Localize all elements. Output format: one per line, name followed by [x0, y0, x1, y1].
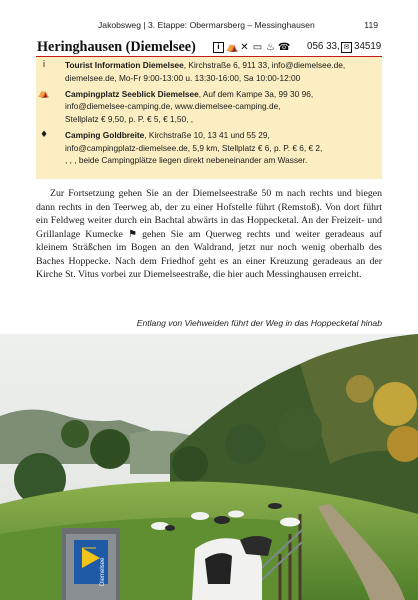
photo-caption: Entlang von Viehweiden führt der Weg in das Hoppecketal hinab [136, 318, 382, 328]
entry-line [65, 88, 382, 101]
entry-line: info@campingplatz-diemelsee.de, 5,9 km, Stellplatz € 6, p. P. € 6, € 2, [65, 142, 323, 153]
entry-line [65, 59, 382, 72]
page-number: 119 [364, 20, 378, 30]
postcode: 34519 [354, 41, 382, 52]
list-item [36, 59, 382, 84]
photo-illustration [0, 334, 418, 600]
info-box [36, 39, 382, 179]
entry-title: Tourist Information Diemelsee [65, 60, 184, 70]
autumn-tree [373, 382, 417, 426]
bakery-icon: ♨ [266, 42, 275, 53]
running-head [36, 20, 382, 34]
entry-line: Stellplatz € 9,50, p. P. € 5, € 1,50, , [65, 113, 194, 124]
landscape-photo [0, 334, 418, 600]
list-item [36, 88, 382, 126]
info-icon: i [213, 42, 224, 53]
bed-icon: ▭ [252, 42, 263, 53]
entry-title: Campingplatz Seeblick Diemelsee [65, 88, 199, 99]
tent-icon: ⛺ [38, 88, 50, 99]
tree [172, 446, 208, 482]
info-box-body [36, 59, 382, 167]
diamond-icon: ♦ [39, 129, 49, 140]
facility-icons [213, 41, 289, 54]
list-item [36, 129, 382, 167]
entry-line: info@diemelsee-camping.de, www.diemelsee-camping.de, [65, 101, 281, 112]
info-box-header [36, 39, 382, 57]
tent-icon: ⛺ [226, 42, 239, 53]
tree [61, 420, 89, 448]
info-icon: i [42, 60, 46, 70]
tree [90, 429, 130, 469]
signpost [62, 528, 120, 600]
tree [225, 424, 265, 464]
entry-text: , Kirchstraße 6, 911 33, info@diemelsee.de, [183, 60, 346, 70]
phone-icon: ☎ [278, 42, 291, 53]
entry-line: , , , beide Campingplätze liegen direkt nebeneinander am Wasser. [65, 155, 308, 166]
route-description: Zur Fortsetzung gehen Sie an der Diemelseestraße 50 m nach rechts und biegen dann rechts in den Teerweg ab, der zu einer Hofstelle führt (Remstoß). Von dort führt ein Feldweg weiter durch ein Bachtal abwärts in das Hoppecketal. An der Freizeit- und Grillanlage Kumecke ⚑ gehen Sie am Querweg rechts und weiter geradeaus auf kleinem Sträßchen im Bogen an den Waldrand, jetzt nur noch wenig oberhalb des Baches Hoppecke. Nach dem Friedhof geht es an einer Kreuzung geradeaus an der Kirche St. Vitus vorbei zur Diemelseestraße, die hier auch Messinghausen erreicht. [36, 188, 382, 280]
area-code: 056 33, [307, 41, 340, 52]
autumn-tree [346, 375, 374, 403]
sign-text: Diemelsee [100, 557, 106, 586]
restaurant-icon: ✕ [240, 42, 249, 53]
entry-line [65, 129, 382, 142]
running-title: Jakobsweg | 3. Etappe: Obermarsberg – Messinghausen [98, 20, 315, 30]
postcode-icon: ✉ [341, 42, 352, 53]
entry-text: , Kirchstraße 10, 13 41 und 55 29, [144, 129, 270, 140]
place-name: Heringhausen (Diemelsee) [37, 39, 196, 55]
entry-title: Camping Goldbreite [65, 129, 145, 140]
entry-text: , Auf dem Kampe 3a, 99 30 96, [198, 88, 314, 99]
tree [278, 407, 322, 451]
entry-line: diemelsee.de, Mo-Fr 9:00-13:00 u. 13:30-16:00, Sa 10:00-12:00 [65, 72, 301, 83]
